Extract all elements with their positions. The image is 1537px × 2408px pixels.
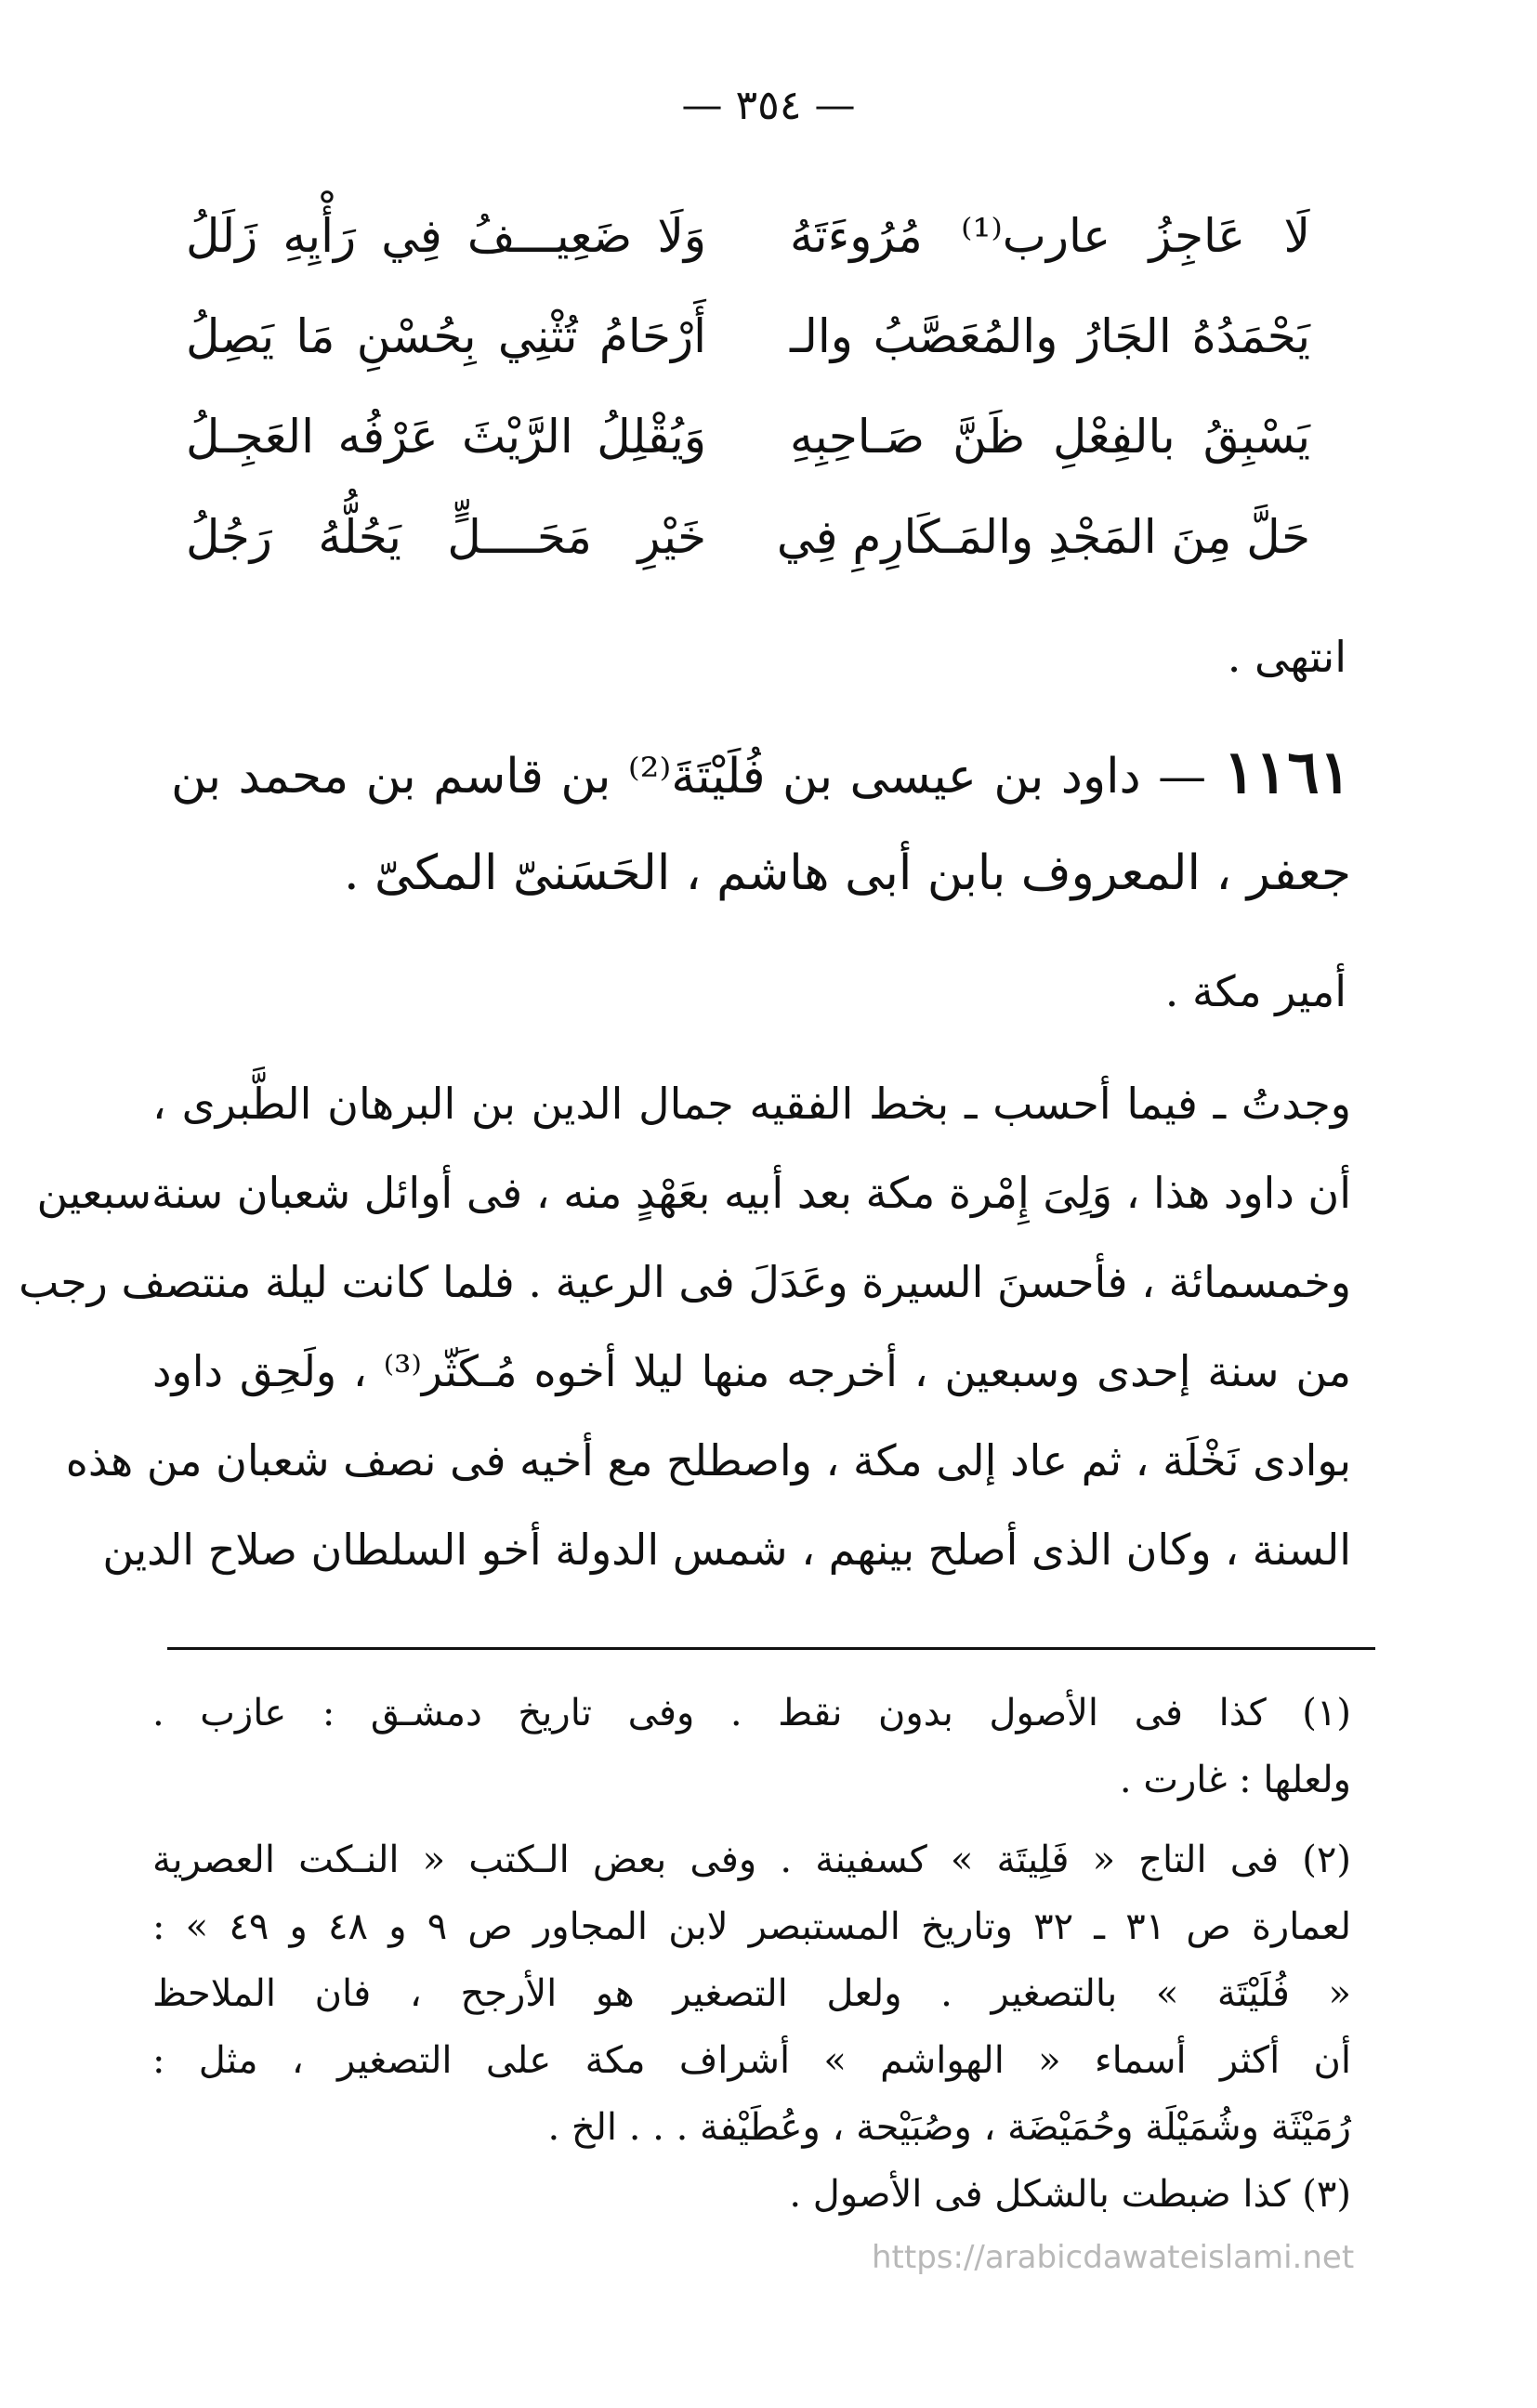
footnote-1-line: (١) كذا فى الأصول بدون نقط . وفى تاريخ دمشـق : عازب .: [152, 1692, 1351, 1734]
poem-verse: [186, 386, 1310, 487]
verse-right-hemistich: حَلَّ مِنَ المَجْدِ والمَـكَارِمِ فِي: [776, 510, 1310, 564]
entry-title: — داود بن عيسى بن فُلَيْتَةَ⁽²⁾ بن قاسم بن محمد بن جعفر ، المعروف بابن أبى هاشم ، الحَسَنىّ المكىّ .: [171, 749, 1351, 901]
footnote-2-line: لعمارة ص ٣١ ـ ٣٢ وتاريخ المستبصر لابن المجاور ص ٩ و ٤٨ و ٤٩ » :: [152, 1905, 1352, 1948]
body-line: وخمسمائة ، فأحسنَ السيرة وعَدَلَ فى الرعية . فلما كانت ليلة منتصف رجب: [19, 1257, 1351, 1307]
footnote-2-line: رُمَيْثَة وشُمَيْلَة وحُمَيْضَة ، وصُبَيْحة ، وعُطَيْفة . . . الخ .: [547, 2106, 1351, 2149]
poem-verse: [186, 487, 1310, 587]
verse-right-hemistich: يَسْبِقُ بالفِعْلِ ظَنَّ صَـاحِبِهِ: [790, 410, 1310, 464]
footnote-2-line: أن أكثر أسماء « الهواشم » أشراف مكة على التصغير ، مثل :: [152, 2039, 1351, 2082]
website-watermark: https://arabicdawateislami.net: [872, 2239, 1355, 2276]
poem-verse: [186, 186, 1310, 286]
biography-entry-heading: [171, 725, 1351, 922]
entry-role: أمير مكة .: [1164, 966, 1347, 1016]
page-number: — ٣٥٤ —: [681, 82, 856, 129]
footnote-2-line: « فُلَيْتَة » بالتصغير . ولعل التصغير هو الأرجح ، فان الملاحظ: [152, 1972, 1351, 2015]
verse-left-hemistich: وَلَا ضَعِيـــفُ فِي رَأْيِهِ زَلَلُ: [186, 209, 706, 263]
verse-left-hemistich: أَرْحَامُ تُثْنِي بِحُسْنِ مَا يَصِلُ: [186, 309, 706, 363]
footnotes: [152, 1680, 1351, 2228]
verse-left-hemistich: خَيْرِ مَحَــــلٍّ يَحُلُّهُ رَجُلُ: [186, 510, 706, 564]
footnote-3-line: (٣) كذا ضبطت بالشكل فى الأصول .: [789, 2173, 1351, 2216]
closing-remark: انتهى .: [1227, 632, 1347, 682]
verse-right-hemistich: لَا عَاجِزُ عارب⁽¹⁾ مُرُوءَتَهُ: [790, 209, 1310, 263]
footnote-1-line: ولعلها : غارت .: [1119, 1759, 1351, 1801]
body-line: أن داود هذا ، وَلِىَ إِمْرة مكة بعد أبيه بعَهْدٍ منه ، فى أوائل شعبان سنةسبعين: [36, 1168, 1351, 1218]
body-paragraph: [19, 1059, 1351, 1594]
poem-block: [186, 186, 1310, 587]
body-line: بوادى نَخْلَة ، ثم عاد إلى مكة ، واصطلح مع أخيه فى نصف شعبان من هذه: [65, 1435, 1351, 1485]
poem-verse: [186, 286, 1310, 386]
footnote-2-line: (٢) فى التاج « فَلِيتَة » كسفينة . وفى بعض الـكتب « النـكت العصرية: [152, 1839, 1351, 1881]
body-line: السنة ، وكان الذى أصلح بينهم ، شمس الدولة أخو السلطان صلاح الدين: [102, 1525, 1351, 1575]
body-line: وجدتُ ـ فيما أحسب ـ بخط الفقيه جمال الدين بن البرهان الطَّبرى ،: [152, 1079, 1351, 1129]
footnote-divider: [167, 1647, 1375, 1650]
verse-left-hemistich: وَيُقْلِلُ الرَّيْثَ عَرْفُه العَجِـلُ: [186, 410, 706, 464]
verse-right-hemistich: يَحْمَدُهُ الجَارُ والمُعَصَّبُ والـ: [790, 309, 1310, 363]
entry-number: ١١٦١: [1223, 738, 1352, 807]
body-line: من سنة إحدى وسبعين ، أخرجه منها ليلا أخوه مُـكَثّر⁽³⁾ ، ولَحِق داود: [152, 1346, 1351, 1396]
